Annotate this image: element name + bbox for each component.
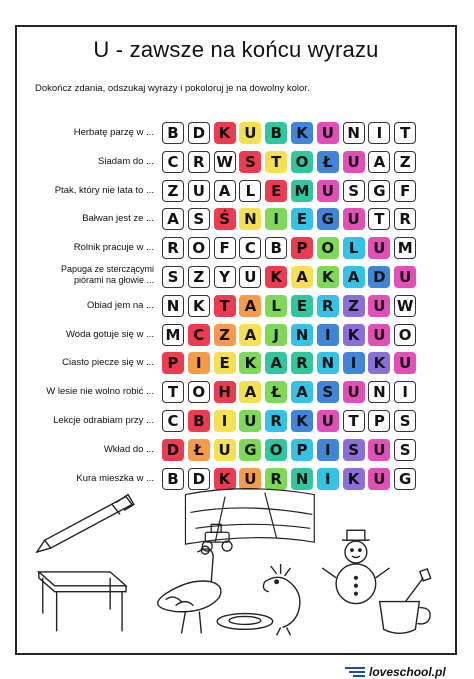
letter-cell[interactable]: U bbox=[317, 410, 339, 432]
letter-cell[interactable]: Ś bbox=[214, 208, 236, 230]
letter-cell[interactable]: U bbox=[188, 180, 210, 202]
letter-cell[interactable]: C bbox=[239, 237, 261, 259]
letter-cell[interactable]: G bbox=[394, 468, 416, 490]
puzzle-row bbox=[17, 324, 455, 346]
letter-cell[interactable]: N bbox=[343, 122, 365, 144]
letter-cell[interactable]: D bbox=[162, 439, 184, 461]
letter-cell[interactable]: E bbox=[291, 295, 313, 317]
letter-cell[interactable]: K bbox=[239, 352, 261, 374]
letter-cell[interactable]: M bbox=[394, 237, 416, 259]
letter-cell[interactable]: A bbox=[368, 151, 390, 173]
letter-cell[interactable]: W bbox=[214, 151, 236, 173]
cockatoo-icon bbox=[263, 564, 300, 635]
brand-lines-icon bbox=[345, 666, 365, 678]
puzzle-row bbox=[17, 180, 455, 202]
letter-cell[interactable]: N bbox=[291, 324, 313, 346]
letter-cell[interactable]: B bbox=[162, 122, 184, 144]
letter-cell[interactable]: L bbox=[265, 295, 287, 317]
letter-cell[interactable]: R bbox=[317, 295, 339, 317]
letter-cell[interactable]: W bbox=[394, 295, 416, 317]
letter-cell[interactable]: A bbox=[343, 266, 365, 288]
letter-cell[interactable]: K bbox=[214, 468, 236, 490]
worksheet bbox=[15, 25, 457, 679]
letter-cell[interactable]: A bbox=[214, 180, 236, 202]
letter-cell[interactable]: Z bbox=[188, 266, 210, 288]
letter-cell[interactable]: O bbox=[188, 237, 210, 259]
letter-cell[interactable]: Ł bbox=[188, 439, 210, 461]
letter-cell[interactable]: U bbox=[368, 295, 390, 317]
letter-cell[interactable]: T bbox=[214, 295, 236, 317]
instruction-text: Dokończ zdania, odszukaj wyrazy i pokoloruj je na dowolny kolor. bbox=[35, 83, 310, 94]
illustrations bbox=[17, 482, 455, 637]
letter-cell[interactable]: M bbox=[162, 324, 184, 346]
letter-cell[interactable]: U bbox=[394, 266, 416, 288]
letter-cell[interactable]: N bbox=[239, 208, 261, 230]
letter-cell[interactable]: L bbox=[343, 237, 365, 259]
letter-cell[interactable]: K bbox=[291, 410, 313, 432]
letter-cell[interactable]: C bbox=[162, 151, 184, 173]
clue-text: W lesie nie wolno robić ... bbox=[46, 386, 154, 398]
letter-cell[interactable]: U bbox=[368, 237, 390, 259]
letter-cell[interactable]: O bbox=[317, 237, 339, 259]
puzzle-row bbox=[17, 439, 455, 461]
letter-cell[interactable]: P bbox=[291, 237, 313, 259]
letter-cell[interactable]: E bbox=[214, 352, 236, 374]
letter-cell[interactable]: O bbox=[394, 324, 416, 346]
letter-cell[interactable]: T bbox=[265, 151, 287, 173]
letter-cell[interactable]: D bbox=[368, 266, 390, 288]
letter-cell[interactable]: Ł bbox=[317, 151, 339, 173]
letter-cell[interactable]: G bbox=[317, 208, 339, 230]
clue-text: Rolnik pracuje w ... bbox=[73, 242, 154, 254]
letter-cell[interactable]: N bbox=[162, 295, 184, 317]
footer-brand-text: loveschool.pl bbox=[369, 665, 446, 679]
letter-cell[interactable]: C bbox=[188, 324, 210, 346]
letter-cell[interactable]: U bbox=[368, 324, 390, 346]
letter-cell[interactable]: R bbox=[188, 151, 210, 173]
clue-text: Wkład do ... bbox=[103, 443, 154, 455]
letter-cell[interactable]: D bbox=[188, 122, 210, 144]
letter-cell[interactable]: B bbox=[188, 410, 210, 432]
clue-text: Bałwan jest ze ... bbox=[82, 213, 154, 225]
letter-cell[interactable]: A bbox=[265, 352, 287, 374]
letter-cell[interactable]: U bbox=[317, 122, 339, 144]
letter-cell[interactable]: R bbox=[394, 208, 416, 230]
letter-cell[interactable]: U bbox=[214, 439, 236, 461]
letter-cell[interactable]: S bbox=[162, 266, 184, 288]
letter-cell[interactable]: R bbox=[162, 237, 184, 259]
letter-cell[interactable]: U bbox=[394, 352, 416, 374]
letter-cell[interactable]: I bbox=[214, 410, 236, 432]
letter-cell[interactable]: Z bbox=[394, 151, 416, 173]
letter-cell[interactable]: N bbox=[368, 381, 390, 403]
emu-icon bbox=[158, 546, 221, 633]
letter-cell[interactable]: U bbox=[317, 180, 339, 202]
letter-cell[interactable]: K bbox=[265, 266, 287, 288]
table-icon bbox=[39, 572, 126, 631]
letter-cell[interactable]: U bbox=[368, 468, 390, 490]
letter-cell[interactable]: F bbox=[394, 180, 416, 202]
letter-cell[interactable]: P bbox=[368, 410, 390, 432]
letter-cell[interactable]: E bbox=[265, 180, 287, 202]
clue-text: Lekcje odrabiam przy ... bbox=[53, 415, 154, 426]
letter-cell[interactable]: U bbox=[368, 439, 390, 461]
letter-cell[interactable]: N bbox=[317, 352, 339, 374]
letter-cell[interactable]: F bbox=[214, 237, 236, 259]
footer-brand bbox=[345, 665, 446, 679]
letter-cell[interactable]: I bbox=[317, 324, 339, 346]
letter-cell[interactable]: L bbox=[239, 180, 261, 202]
puzzle-row bbox=[17, 122, 455, 144]
letter-cell[interactable]: A bbox=[291, 381, 313, 403]
puzzle-row bbox=[17, 352, 455, 374]
letter-cell[interactable]: A bbox=[239, 324, 261, 346]
clue-text: Siadam do ... bbox=[98, 155, 154, 167]
letter-cell[interactable]: U bbox=[343, 208, 365, 230]
letter-cell[interactable]: B bbox=[162, 468, 184, 490]
letter-cell[interactable]: Ł bbox=[265, 381, 287, 403]
letter-cell[interactable]: R bbox=[291, 352, 313, 374]
letter-cell[interactable]: G bbox=[239, 439, 261, 461]
letter-cell[interactable]: A bbox=[239, 381, 261, 403]
letter-cell[interactable]: A bbox=[239, 295, 261, 317]
clue-text: Papuga ze sterczącymi piórami na głowie ... bbox=[60, 264, 154, 285]
letter-cell[interactable]: S bbox=[317, 381, 339, 403]
letter-cell[interactable]: Z bbox=[343, 295, 365, 317]
letter-cell[interactable]: O bbox=[291, 151, 313, 173]
letter-cell[interactable]: U bbox=[239, 410, 261, 432]
letter-cell[interactable]: J bbox=[265, 324, 287, 346]
letter-cell[interactable]: I bbox=[394, 381, 416, 403]
letter-cell[interactable]: O bbox=[265, 439, 287, 461]
letter-cell[interactable]: P bbox=[162, 352, 184, 374]
teacup-icon bbox=[380, 569, 431, 633]
letter-cell[interactable]: I bbox=[317, 439, 339, 461]
clue-text: Herbatę parzę w ... bbox=[73, 127, 154, 138]
letter-cell[interactable]: S bbox=[343, 439, 365, 461]
clue-text: Ciasto piecze się w ... bbox=[62, 357, 154, 369]
letter-cell[interactable]: N bbox=[291, 468, 313, 490]
puzzle-row bbox=[17, 208, 455, 230]
puzzle-row bbox=[17, 295, 455, 317]
letter-cell[interactable]: T bbox=[343, 410, 365, 432]
letter-cell[interactable]: E bbox=[291, 208, 313, 230]
letter-cell[interactable]: I bbox=[368, 122, 390, 144]
letter-cell[interactable]: S bbox=[239, 151, 261, 173]
clue-text: Ptak, który nie lata to ... bbox=[54, 184, 154, 196]
letter-cell[interactable]: U bbox=[343, 381, 365, 403]
letter-cell[interactable]: C bbox=[162, 410, 184, 432]
letter-cell[interactable]: S bbox=[188, 208, 210, 230]
puzzle-row bbox=[17, 381, 455, 403]
pen-icon bbox=[37, 495, 134, 552]
letter-cell[interactable]: D bbox=[188, 468, 210, 490]
plate-icon bbox=[217, 614, 272, 630]
letter-cell[interactable]: U bbox=[239, 468, 261, 490]
letter-cell[interactable]: M bbox=[291, 180, 313, 202]
letter-cell[interactable]: S bbox=[394, 410, 416, 432]
letter-cell[interactable]: K bbox=[343, 468, 365, 490]
clue-text: Obiad jem na ... bbox=[86, 299, 154, 311]
puzzle-row bbox=[17, 410, 455, 432]
clue-text: Woda gotuje się w ... bbox=[65, 328, 154, 340]
letter-cell[interactable]: R bbox=[265, 410, 287, 432]
letter-cell[interactable]: K bbox=[188, 295, 210, 317]
letter-cell[interactable]: U bbox=[239, 266, 261, 288]
letter-cell[interactable]: S bbox=[343, 180, 365, 202]
letter-cell[interactable]: I bbox=[343, 352, 365, 374]
page-title: U - zawsze na końcu wyrazu bbox=[93, 37, 379, 62]
letter-cell[interactable]: B bbox=[265, 122, 287, 144]
letter-cell[interactable]: B bbox=[265, 237, 287, 259]
puzzle-row bbox=[17, 237, 455, 259]
letter-cell[interactable]: Z bbox=[214, 324, 236, 346]
letter-cell[interactable]: U bbox=[343, 151, 365, 173]
puzzle-row bbox=[17, 151, 455, 173]
letter-cell[interactable]: K bbox=[317, 266, 339, 288]
letter-cell[interactable]: T bbox=[368, 208, 390, 230]
letter-cell[interactable]: H bbox=[214, 381, 236, 403]
letter-cell[interactable]: K bbox=[214, 122, 236, 144]
puzzle-row bbox=[17, 266, 455, 288]
letter-cell[interactable]: T bbox=[394, 122, 416, 144]
letter-cell[interactable]: I bbox=[317, 468, 339, 490]
letter-cell[interactable]: I bbox=[265, 208, 287, 230]
letter-cell[interactable]: I bbox=[188, 352, 210, 374]
snowman-icon bbox=[322, 530, 389, 603]
clue-text: Kura mieszka w ... bbox=[76, 472, 154, 484]
letter-cell[interactable]: T bbox=[162, 381, 184, 403]
letter-cell[interactable]: G bbox=[368, 180, 390, 202]
letter-cell[interactable]: R bbox=[265, 468, 287, 490]
letter-cell[interactable]: A bbox=[291, 266, 313, 288]
letter-cell[interactable]: A bbox=[162, 208, 184, 230]
letter-cell[interactable]: P bbox=[291, 439, 313, 461]
letter-cell[interactable]: K bbox=[291, 122, 313, 144]
letter-cell[interactable]: Y bbox=[214, 266, 236, 288]
letter-cell[interactable]: Z bbox=[162, 180, 184, 202]
letter-cell[interactable]: K bbox=[368, 352, 390, 374]
letter-cell[interactable]: O bbox=[188, 381, 210, 403]
letter-cell[interactable]: U bbox=[239, 122, 261, 144]
letter-cell[interactable]: S bbox=[394, 439, 416, 461]
letter-cell[interactable]: K bbox=[343, 324, 365, 346]
